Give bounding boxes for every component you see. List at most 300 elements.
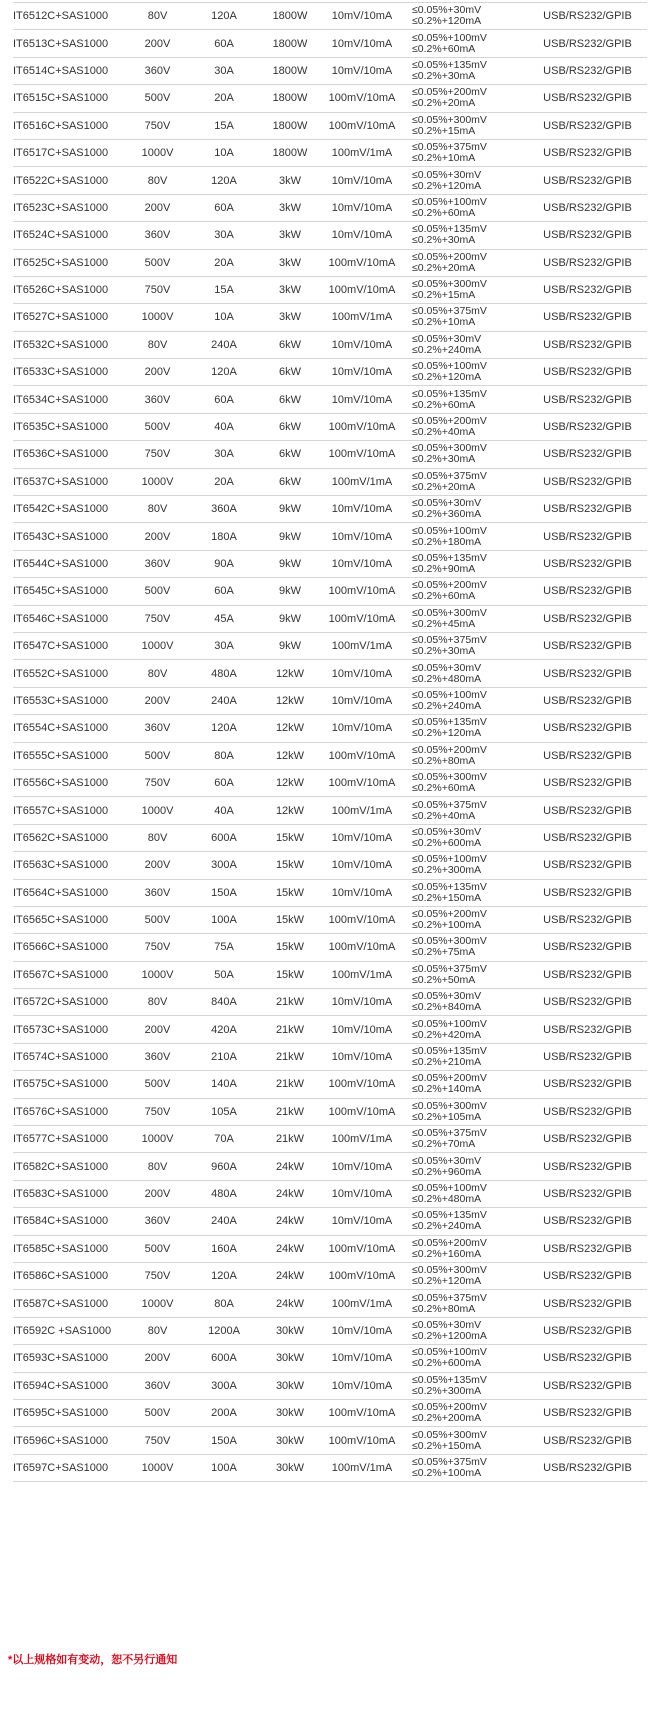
accuracy-line-2: ≤0.2%+240mA: [412, 699, 482, 712]
resolution-cell: 10mV/10mA: [312, 1153, 412, 1180]
accuracy-cell: [412, 1016, 528, 1043]
accuracy-line-1: ≤0.05%+135mV: [412, 1209, 487, 1222]
model-cell: IT6584C+SAS1000: [13, 1208, 135, 1235]
accuracy-line-1: ≤0.05%+30mV: [412, 168, 482, 181]
accuracy-line-1: ≤0.05%+300mV: [412, 1428, 487, 1441]
resolution-cell: 100mV/1mA: [312, 139, 412, 166]
current-cell: 60A: [180, 386, 268, 413]
table-row: [13, 961, 647, 988]
accuracy-cell: [412, 1427, 528, 1454]
interface-cell: USB/RS232/GPIB: [528, 1208, 647, 1235]
interface-cell: USB/RS232/GPIB: [528, 1399, 647, 1426]
current-cell: 480A: [180, 660, 268, 687]
current-cell: 150A: [180, 1427, 268, 1454]
accuracy-line-2: ≤0.2%+240mA: [412, 1220, 482, 1233]
power-cell: 24kW: [268, 1235, 312, 1262]
interface-cell: USB/RS232/GPIB: [528, 1043, 647, 1070]
power-cell: 30kW: [268, 1317, 312, 1344]
accuracy-line-2: ≤0.2%+15mA: [412, 289, 476, 302]
accuracy-line-2: ≤0.2%+600mA: [412, 1357, 482, 1370]
voltage-cell: 500V: [135, 1399, 180, 1426]
model-cell: IT6594C+SAS1000: [13, 1372, 135, 1399]
power-cell: 21kW: [268, 1071, 312, 1098]
accuracy-line-1: ≤0.05%+30mV: [412, 1318, 482, 1331]
power-cell: 6kW: [268, 331, 312, 358]
accuracy-line-1: ≤0.05%+135mV: [412, 1045, 487, 1058]
power-cell: 3kW: [268, 194, 312, 221]
accuracy-line-1: ≤0.05%+375mV: [412, 798, 487, 811]
power-cell: 15kW: [268, 852, 312, 879]
accuracy-line-1: ≤0.05%+300mV: [412, 442, 487, 455]
voltage-cell: 500V: [135, 742, 180, 769]
accuracy-line-2: ≤0.2%+140mA: [412, 1083, 482, 1096]
accuracy-cell: [412, 687, 528, 714]
resolution-cell: 10mV/10mA: [312, 496, 412, 523]
voltage-cell: 750V: [135, 112, 180, 139]
voltage-cell: 200V: [135, 852, 180, 879]
model-cell: IT6582C+SAS1000: [13, 1153, 135, 1180]
accuracy-line-1: ≤0.05%+300mV: [412, 606, 487, 619]
accuracy-line-1: ≤0.05%+375mV: [412, 469, 487, 482]
model-cell: IT6552C+SAS1000: [13, 660, 135, 687]
current-cell: 840A: [180, 989, 268, 1016]
resolution-cell: 10mV/10mA: [312, 222, 412, 249]
accuracy-cell: [412, 1317, 528, 1344]
interface-cell: USB/RS232/GPIB: [528, 934, 647, 961]
table-row: [13, 1317, 647, 1344]
table-row: [13, 605, 647, 632]
power-cell: 21kW: [268, 1043, 312, 1070]
model-cell: IT6597C+SAS1000: [13, 1454, 135, 1481]
current-cell: 120A: [180, 3, 268, 30]
accuracy-cell: [412, 331, 528, 358]
model-cell: IT6595C+SAS1000: [13, 1399, 135, 1426]
accuracy-line-2: ≤0.2%+960mA: [412, 1165, 482, 1178]
current-cell: 150A: [180, 879, 268, 906]
accuracy-line-2: ≤0.2%+1200mA: [412, 1329, 487, 1342]
accuracy-line-2: ≤0.2%+70mA: [412, 1138, 476, 1151]
model-cell: IT6567C+SAS1000: [13, 961, 135, 988]
power-cell: 1800W: [268, 139, 312, 166]
accuracy-line-1: ≤0.05%+300mV: [412, 1099, 487, 1112]
resolution-cell: 100mV/10mA: [312, 906, 412, 933]
resolution-cell: 10mV/10mA: [312, 1043, 412, 1070]
accuracy-cell: [412, 304, 528, 331]
accuracy-line-1: ≤0.05%+100mV: [412, 688, 487, 701]
resolution-cell: 10mV/10mA: [312, 687, 412, 714]
power-cell: 1800W: [268, 57, 312, 84]
interface-cell: USB/RS232/GPIB: [528, 879, 647, 906]
accuracy-line-2: ≤0.2%+150mA: [412, 1439, 482, 1452]
accuracy-line-1: ≤0.05%+30mV: [412, 661, 482, 674]
current-cell: 480A: [180, 1180, 268, 1207]
voltage-cell: 80V: [135, 1153, 180, 1180]
voltage-cell: 360V: [135, 386, 180, 413]
resolution-cell: 10mV/10mA: [312, 989, 412, 1016]
current-cell: 20A: [180, 249, 268, 276]
power-cell: 24kW: [268, 1208, 312, 1235]
interface-cell: USB/RS232/GPIB: [528, 1317, 647, 1344]
resolution-cell: 10mV/10mA: [312, 3, 412, 30]
current-cell: 210A: [180, 1043, 268, 1070]
accuracy-line-1: ≤0.05%+200mV: [412, 1236, 487, 1249]
accuracy-line-2: ≤0.2%+30mA: [412, 234, 476, 247]
resolution-cell: 10mV/10mA: [312, 1016, 412, 1043]
voltage-cell: 1000V: [135, 1126, 180, 1153]
voltage-cell: 200V: [135, 194, 180, 221]
power-cell: 24kW: [268, 1153, 312, 1180]
accuracy-cell: [412, 1399, 528, 1426]
voltage-cell: 1000V: [135, 139, 180, 166]
interface-cell: USB/RS232/GPIB: [528, 249, 647, 276]
accuracy-line-2: ≤0.2%+150mA: [412, 891, 482, 904]
table-row: [13, 1208, 647, 1235]
resolution-cell: 100mV/10mA: [312, 1235, 412, 1262]
power-cell: 21kW: [268, 1126, 312, 1153]
resolution-cell: 100mV/1mA: [312, 1290, 412, 1317]
table-row: [13, 989, 647, 1016]
resolution-cell: 10mV/10mA: [312, 824, 412, 851]
table-row: [13, 222, 647, 249]
power-cell: 30kW: [268, 1427, 312, 1454]
power-cell: 15kW: [268, 824, 312, 851]
power-cell: 6kW: [268, 413, 312, 440]
interface-cell: USB/RS232/GPIB: [528, 3, 647, 30]
resolution-cell: 100mV/10mA: [312, 85, 412, 112]
voltage-cell: 360V: [135, 222, 180, 249]
accuracy-cell: [412, 359, 528, 386]
table-row: [13, 578, 647, 605]
interface-cell: USB/RS232/GPIB: [528, 1016, 647, 1043]
accuracy-line-2: ≤0.2%+40mA: [412, 809, 476, 822]
accuracy-cell: [412, 578, 528, 605]
model-cell: IT6514C+SAS1000: [13, 57, 135, 84]
power-cell: 9kW: [268, 523, 312, 550]
table-row: [13, 1399, 647, 1426]
interface-cell: USB/RS232/GPIB: [528, 496, 647, 523]
interface-cell: USB/RS232/GPIB: [528, 715, 647, 742]
accuracy-cell: [412, 769, 528, 796]
interface-cell: USB/RS232/GPIB: [528, 769, 647, 796]
voltage-cell: 80V: [135, 3, 180, 30]
table-row: [13, 906, 647, 933]
accuracy-line-2: ≤0.2%+240mA: [412, 343, 482, 356]
accuracy-cell: [412, 906, 528, 933]
model-cell: IT6575C+SAS1000: [13, 1071, 135, 1098]
accuracy-line-1: ≤0.05%+30mV: [412, 497, 482, 510]
voltage-cell: 200V: [135, 687, 180, 714]
accuracy-line-2: ≤0.2%+60mA: [412, 398, 476, 411]
voltage-cell: 200V: [135, 1016, 180, 1043]
model-cell: IT6554C+SAS1000: [13, 715, 135, 742]
accuracy-line-2: ≤0.2%+20mA: [412, 97, 476, 110]
model-cell: IT6573C+SAS1000: [13, 1016, 135, 1043]
power-cell: 12kW: [268, 769, 312, 796]
accuracy-line-1: ≤0.05%+375mV: [412, 962, 487, 975]
table-row: [13, 523, 647, 550]
accuracy-line-1: ≤0.05%+200mV: [412, 908, 487, 921]
resolution-cell: 10mV/10mA: [312, 1208, 412, 1235]
power-cell: 12kW: [268, 660, 312, 687]
accuracy-cell: [412, 1372, 528, 1399]
accuracy-cell: [412, 1262, 528, 1289]
model-cell: IT6585C+SAS1000: [13, 1235, 135, 1262]
accuracy-line-1: ≤0.05%+300mV: [412, 771, 487, 784]
accuracy-line-2: ≤0.2%+120mA: [412, 727, 482, 740]
model-cell: IT6525C+SAS1000: [13, 249, 135, 276]
resolution-cell: 100mV/1mA: [312, 1126, 412, 1153]
resolution-cell: 10mV/10mA: [312, 715, 412, 742]
model-cell: IT6592C +SAS1000: [13, 1317, 135, 1344]
voltage-cell: 500V: [135, 85, 180, 112]
model-cell: IT6515C+SAS1000: [13, 85, 135, 112]
table-row: [13, 687, 647, 714]
interface-cell: USB/RS232/GPIB: [528, 167, 647, 194]
accuracy-line-1: ≤0.05%+375mV: [412, 141, 487, 154]
power-cell: 12kW: [268, 742, 312, 769]
interface-cell: USB/RS232/GPIB: [528, 989, 647, 1016]
resolution-cell: 100mV/1mA: [312, 632, 412, 659]
voltage-cell: 750V: [135, 441, 180, 468]
resolution-cell: 100mV/10mA: [312, 1071, 412, 1098]
accuracy-line-2: ≤0.2%+30mA: [412, 69, 476, 82]
accuracy-line-2: ≤0.2%+120mA: [412, 1275, 482, 1288]
interface-cell: USB/RS232/GPIB: [528, 57, 647, 84]
model-cell: IT6547C+SAS1000: [13, 632, 135, 659]
voltage-cell: 200V: [135, 30, 180, 57]
current-cell: 70A: [180, 1126, 268, 1153]
current-cell: 50A: [180, 961, 268, 988]
model-cell: IT6596C+SAS1000: [13, 1427, 135, 1454]
current-cell: 240A: [180, 687, 268, 714]
accuracy-line-1: ≤0.05%+200mV: [412, 415, 487, 428]
voltage-cell: 500V: [135, 1071, 180, 1098]
accuracy-cell: [412, 249, 528, 276]
accuracy-line-2: ≤0.2%+80mA: [412, 1302, 476, 1315]
table-row: [13, 934, 647, 961]
table-row: [13, 1262, 647, 1289]
current-cell: 240A: [180, 1208, 268, 1235]
current-cell: 45A: [180, 605, 268, 632]
accuracy-line-1: ≤0.05%+200mV: [412, 86, 487, 99]
table-row: [13, 85, 647, 112]
table-row: [13, 413, 647, 440]
current-cell: 600A: [180, 824, 268, 851]
current-cell: 20A: [180, 468, 268, 495]
current-cell: 200A: [180, 1399, 268, 1426]
resolution-cell: 100mV/1mA: [312, 1454, 412, 1481]
resolution-cell: 100mV/10mA: [312, 605, 412, 632]
model-cell: IT6545C+SAS1000: [13, 578, 135, 605]
current-cell: 240A: [180, 331, 268, 358]
model-cell: IT6533C+SAS1000: [13, 359, 135, 386]
accuracy-line-2: ≤0.2%+480mA: [412, 672, 482, 685]
interface-cell: USB/RS232/GPIB: [528, 468, 647, 495]
interface-cell: USB/RS232/GPIB: [528, 139, 647, 166]
current-cell: 120A: [180, 167, 268, 194]
table-row: [13, 1071, 647, 1098]
table-row: [13, 331, 647, 358]
interface-cell: USB/RS232/GPIB: [528, 1427, 647, 1454]
accuracy-cell: [412, 139, 528, 166]
accuracy-line-2: ≤0.2%+100mA: [412, 919, 482, 932]
current-cell: 105A: [180, 1098, 268, 1125]
interface-cell: USB/RS232/GPIB: [528, 304, 647, 331]
accuracy-line-2: ≤0.2%+160mA: [412, 1247, 482, 1260]
voltage-cell: 1000V: [135, 304, 180, 331]
model-cell: IT6587C+SAS1000: [13, 1290, 135, 1317]
power-cell: 24kW: [268, 1262, 312, 1289]
voltage-cell: 80V: [135, 331, 180, 358]
interface-cell: USB/RS232/GPIB: [528, 413, 647, 440]
table-row: [13, 1180, 647, 1207]
model-cell: IT6542C+SAS1000: [13, 496, 135, 523]
model-cell: IT6512C+SAS1000: [13, 3, 135, 30]
table-row: [13, 359, 647, 386]
accuracy-cell: [412, 715, 528, 742]
model-cell: IT6577C+SAS1000: [13, 1126, 135, 1153]
power-cell: 9kW: [268, 605, 312, 632]
interface-cell: USB/RS232/GPIB: [528, 523, 647, 550]
power-cell: 3kW: [268, 222, 312, 249]
accuracy-line-1: ≤0.05%+100mV: [412, 524, 487, 537]
accuracy-cell: [412, 742, 528, 769]
interface-cell: USB/RS232/GPIB: [528, 30, 647, 57]
accuracy-line-1: ≤0.05%+375mV: [412, 1455, 487, 1468]
current-cell: 75A: [180, 934, 268, 961]
current-cell: 30A: [180, 222, 268, 249]
accuracy-line-2: ≤0.2%+420mA: [412, 1028, 482, 1041]
accuracy-line-2: ≤0.2%+60mA: [412, 590, 476, 603]
accuracy-line-1: ≤0.05%+135mV: [412, 387, 487, 400]
interface-cell: USB/RS232/GPIB: [528, 276, 647, 303]
accuracy-cell: [412, 496, 528, 523]
current-cell: 100A: [180, 1454, 268, 1481]
power-cell: 30kW: [268, 1454, 312, 1481]
table-row: [13, 1372, 647, 1399]
power-cell: 12kW: [268, 797, 312, 824]
accuracy-line-2: ≤0.2%+75mA: [412, 946, 476, 959]
table-row: [13, 797, 647, 824]
accuracy-line-1: ≤0.05%+300mV: [412, 1264, 487, 1277]
power-cell: 3kW: [268, 276, 312, 303]
accuracy-line-1: ≤0.05%+30mV: [412, 4, 482, 17]
accuracy-line-2: ≤0.2%+100mA: [412, 1466, 482, 1479]
resolution-cell: 100mV/10mA: [312, 1427, 412, 1454]
accuracy-line-1: ≤0.05%+200mV: [412, 1401, 487, 1414]
resolution-cell: 10mV/10mA: [312, 523, 412, 550]
model-cell: IT6562C+SAS1000: [13, 824, 135, 851]
resolution-cell: 100mV/10mA: [312, 1098, 412, 1125]
interface-cell: USB/RS232/GPIB: [528, 797, 647, 824]
interface-cell: USB/RS232/GPIB: [528, 687, 647, 714]
power-cell: 21kW: [268, 1098, 312, 1125]
accuracy-line-2: ≤0.2%+120mA: [412, 371, 482, 384]
resolution-cell: 100mV/10mA: [312, 249, 412, 276]
model-cell: IT6593C+SAS1000: [13, 1345, 135, 1372]
voltage-cell: 360V: [135, 1208, 180, 1235]
voltage-cell: 360V: [135, 1043, 180, 1070]
footnote-disclaimer: *以上规格如有变动，恕不另行通知: [8, 1654, 178, 1666]
power-cell: 21kW: [268, 1016, 312, 1043]
power-cell: 21kW: [268, 989, 312, 1016]
current-cell: 120A: [180, 715, 268, 742]
accuracy-cell: [412, 441, 528, 468]
voltage-cell: 500V: [135, 1235, 180, 1262]
model-cell: IT6566C+SAS1000: [13, 934, 135, 961]
accuracy-line-2: ≤0.2%+30mA: [412, 645, 476, 658]
power-cell: 9kW: [268, 550, 312, 577]
voltage-cell: 500V: [135, 249, 180, 276]
power-cell: 30kW: [268, 1372, 312, 1399]
table-row: [13, 1016, 647, 1043]
interface-cell: USB/RS232/GPIB: [528, 906, 647, 933]
power-cell: 15kW: [268, 879, 312, 906]
accuracy-cell: [412, 1180, 528, 1207]
accuracy-line-2: ≤0.2%+80mA: [412, 754, 476, 767]
accuracy-line-1: ≤0.05%+100mV: [412, 195, 487, 208]
model-cell: IT6534C+SAS1000: [13, 386, 135, 413]
table-row: [13, 1235, 647, 1262]
accuracy-cell: [412, 961, 528, 988]
accuracy-cell: [412, 1043, 528, 1070]
accuracy-line-2: ≤0.2%+20mA: [412, 261, 476, 274]
current-cell: 960A: [180, 1153, 268, 1180]
table-row: [13, 57, 647, 84]
model-cell: IT6557C+SAS1000: [13, 797, 135, 824]
resolution-cell: 10mV/10mA: [312, 359, 412, 386]
accuracy-line-2: ≤0.2%+60mA: [412, 42, 476, 55]
voltage-cell: 750V: [135, 276, 180, 303]
resolution-cell: 10mV/10mA: [312, 386, 412, 413]
model-cell: IT6563C+SAS1000: [13, 852, 135, 879]
power-cell: 12kW: [268, 715, 312, 742]
accuracy-cell: [412, 468, 528, 495]
accuracy-cell: [412, 632, 528, 659]
resolution-cell: 100mV/10mA: [312, 742, 412, 769]
table-row: [13, 660, 647, 687]
table-row: [13, 496, 647, 523]
interface-cell: USB/RS232/GPIB: [528, 1126, 647, 1153]
table-row: [13, 1345, 647, 1372]
current-cell: 10A: [180, 139, 268, 166]
model-cell: IT6544C+SAS1000: [13, 550, 135, 577]
accuracy-line-1: ≤0.05%+100mV: [412, 1017, 487, 1030]
table-row: [13, 879, 647, 906]
accuracy-line-2: ≤0.2%+120mA: [412, 15, 482, 28]
accuracy-line-2: ≤0.2%+10mA: [412, 152, 476, 165]
model-cell: IT6553C+SAS1000: [13, 687, 135, 714]
voltage-cell: 80V: [135, 824, 180, 851]
power-cell: 1800W: [268, 30, 312, 57]
resolution-cell: 100mV/10mA: [312, 578, 412, 605]
current-cell: 160A: [180, 1235, 268, 1262]
table-row: [13, 30, 647, 57]
accuracy-line-2: ≤0.2%+180mA: [412, 535, 482, 548]
resolution-cell: 10mV/10mA: [312, 1345, 412, 1372]
voltage-cell: 360V: [135, 550, 180, 577]
voltage-cell: 200V: [135, 523, 180, 550]
voltage-cell: 1000V: [135, 468, 180, 495]
accuracy-line-2: ≤0.2%+40mA: [412, 426, 476, 439]
model-cell: IT6556C+SAS1000: [13, 769, 135, 796]
resolution-cell: 10mV/10mA: [312, 1372, 412, 1399]
model-cell: IT6513C+SAS1000: [13, 30, 135, 57]
model-cell: IT6565C+SAS1000: [13, 906, 135, 933]
resolution-cell: 10mV/10mA: [312, 879, 412, 906]
resolution-cell: 10mV/10mA: [312, 1180, 412, 1207]
current-cell: 20A: [180, 85, 268, 112]
